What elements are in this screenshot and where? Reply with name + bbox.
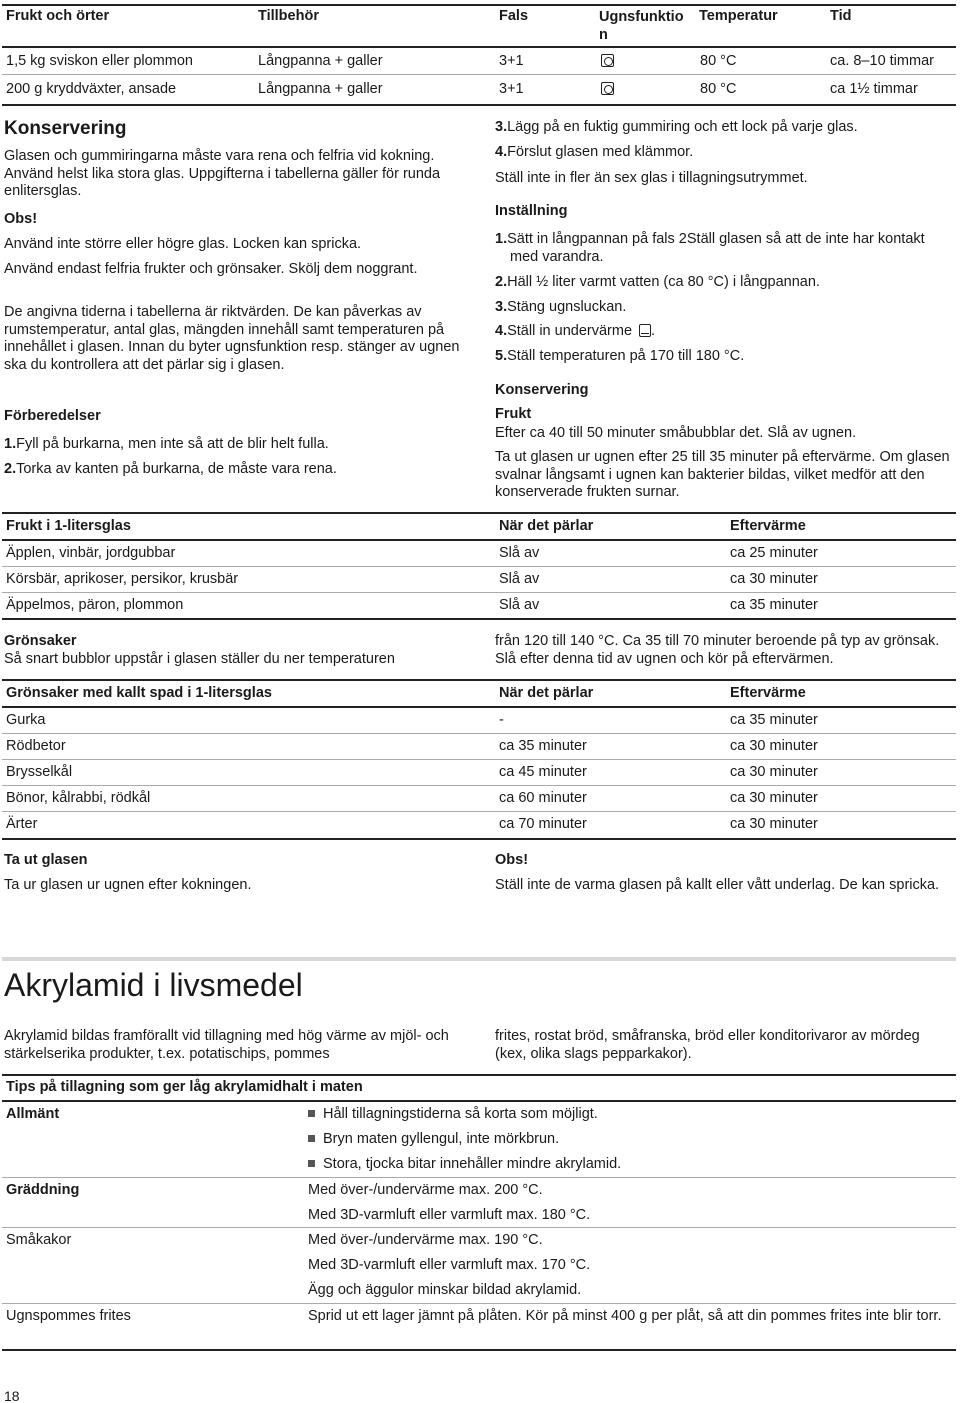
tips-item: Håll tillagningstiderna så korta som möjligt. — [308, 1106, 598, 1124]
akrylamid-text-left: Akrylamid bildas framförallt vid tillagning med hög värme av mjöl- och stärkelserika produkter, t.ex. potatischips, pommes — [4, 1028, 449, 1062]
top-row-temperature: 80 °C — [700, 81, 737, 97]
tips-item: Med 3D-varmluft eller varmluft max. 180 °C. — [308, 1207, 591, 1223]
row-divider — [2, 1227, 956, 1228]
gronsaker-title: Grönsaker — [4, 633, 77, 649]
top-header-food: Frukt och örter — [6, 8, 110, 24]
intro-paragraph: Glasen och gummiringarna måste vara rena och felfria vid kokning. Använd helst lika stora glas. Uppgifterna i tabellerna gäller för runda enlitersglas. — [4, 148, 441, 199]
tips-item: Med över-/undervärme max. 200 °C. — [308, 1182, 543, 1198]
akrylamid-text-right: frites, rostat bröd, småfranska, bröd eller konditorivaror av mördeg (kex, olika slags pepparkakor). — [495, 1028, 920, 1062]
obs-label: Obs! — [4, 211, 38, 227]
warning-glass: Använd inte större eller högre glas. Locken kan spricka. — [4, 236, 362, 252]
bullet-icon — [308, 1135, 315, 1142]
top-row-accessory: Långpanna + galler — [258, 81, 383, 97]
veg-cell: ca 30 minuter — [730, 816, 818, 832]
tips-header: Tips på tillagning som ger låg akrylamidhalt i maten — [6, 1079, 363, 1095]
fruit-cell: ca 30 minuter — [730, 571, 818, 587]
tips-item: Med över-/undervärme max. 190 °C. — [308, 1232, 543, 1248]
warning-fruit: Använd endast felfria frukter och grönsaker. Skölj dem noggrant. — [4, 261, 418, 277]
fruit-table-bottom-rule — [2, 618, 956, 620]
veg-header-afterheat: Eftervärme — [730, 685, 806, 701]
veg-table-header-rule — [2, 706, 956, 708]
veg-cell: Rödbetor — [6, 738, 66, 754]
tips-item: Sprid ut ett lager jämnt på plåten. Kör på minst 400 g per plåt, så att din pommes frites inte blir torr. — [308, 1308, 942, 1324]
fruit-header-pearl: När det pärlar — [499, 518, 594, 534]
setting-title: Inställning — [495, 203, 568, 219]
frukt-title: Frukt — [495, 406, 532, 422]
akrylamid-title: Akrylamid i livsmedel — [4, 967, 303, 1003]
tips-table-top-rule — [2, 1074, 956, 1076]
fruit-cell: Äppelmos, päron, plommon — [6, 597, 184, 613]
fruit-table-header-rule — [2, 539, 956, 541]
top-header-accessory: Tillbehör — [258, 8, 319, 24]
prep-step: 1.Fyll på burkarna, men inte så att de blir helt fulla. — [4, 436, 329, 452]
tips-label: Gräddning — [6, 1182, 80, 1198]
tips-table-header-rule — [2, 1100, 956, 1102]
veg-header-name: Grönsaker med kallt spad i 1-litersglas — [6, 685, 272, 701]
veg-cell: Gurka — [6, 712, 46, 728]
fruit-cell: Körsbär, aprikoser, persikor, krusbär — [6, 571, 239, 587]
tips-table-bottom-rule — [2, 1349, 956, 1351]
top-row-shelf: 3+1 — [499, 81, 524, 97]
gronsaker-text-left: Så snart bubblor uppstår i glasen ställer du ner temperaturen — [4, 651, 395, 667]
ta-ut-obs-label: Obs! — [495, 852, 529, 868]
fruit-header-afterheat: Eftervärme — [730, 518, 806, 534]
fruit-cell: ca 25 minuter — [730, 545, 818, 561]
bullet-icon — [308, 1110, 315, 1117]
tips-label: Allmänt — [6, 1106, 60, 1122]
tips-item: Med 3D-varmluft eller varmluft max. 170 °C. — [308, 1257, 591, 1273]
fruit-header-name: Frukt i 1-litersglas — [6, 518, 131, 534]
setting-step: 1.Sätt in långpannan på fals 2Ställ glasen så att de inte har kontakt med varandra. — [495, 231, 925, 265]
tips-item: Bryn maten gyllengul, inte mörkbrun. — [308, 1131, 559, 1149]
tips-item: Stora, tjocka bitar innehåller mindre akrylamid. — [308, 1156, 621, 1174]
fruit-cell: ca 35 minuter — [730, 597, 818, 613]
row-divider — [2, 733, 956, 734]
veg-cell: ca 60 minuter — [499, 790, 587, 806]
veg-header-pearl: När det pärlar — [499, 685, 594, 701]
row-divider — [2, 1303, 956, 1304]
top-table-bottom-rule — [2, 104, 956, 106]
frukt-text: Ta ut glasen ur ugnen efter 25 till 35 minuter på eftervärme. Om glasen svalnar långsamt i ugnen kan bakterier bildas, vilket medför att den konserverade frukten surnar. — [495, 449, 950, 500]
veg-table-bottom-rule — [2, 838, 956, 840]
jar-note: Ställ inte in fler än sex glas i tillagningsutrymmet. — [495, 170, 808, 186]
timing-paragraph: De angivna tiderna i tabellerna är riktvärden. De kan påverkas av rumstemperatur, antal glas, mängden innehåll samt temperaturen på innehållet i glasen. Innan du byter ugnsfunktion resp. stänger av ugnen ska du kontrollera att det pärlar sig i glasen. — [4, 304, 460, 373]
veg-cell: ca 70 minuter — [499, 816, 587, 832]
ta-ut-obs-text: Ställ inte de varma glasen på kallt eller vått underlag. De kan spricka. — [495, 877, 940, 893]
top-row-time: ca 1½ timmar — [830, 81, 918, 97]
fruit-cell: Äpplen, vinbär, jordgubbar — [6, 545, 176, 561]
fruit-cell: Slå av — [499, 545, 540, 561]
top-row-temperature: 80 °C — [700, 53, 737, 69]
veg-cell: Brysselkål — [6, 764, 73, 780]
setting-step: 5.Ställ temperaturen på 170 till 180 °C. — [495, 348, 745, 364]
bullet-icon — [308, 1160, 315, 1167]
row-divider — [2, 785, 956, 786]
row-divider — [2, 759, 956, 760]
veg-cell: ca 35 minuter — [730, 712, 818, 728]
top-row-food: 200 g kryddväxter, ansade — [6, 81, 177, 97]
section-title-konservering: Konservering — [4, 118, 127, 139]
section-divider — [2, 957, 956, 961]
top-header-shelf: Fals — [499, 8, 529, 24]
veg-cell: ca 30 minuter — [730, 764, 818, 780]
veg-cell: ca 30 minuter — [730, 790, 818, 806]
page-number: 18 — [4, 1388, 20, 1403]
fruit-table-top-rule — [2, 512, 956, 514]
row-divider — [2, 1177, 956, 1178]
veg-cell: - — [499, 712, 504, 728]
veg-cell: Bönor, kålrabbi, rödkål — [6, 790, 151, 806]
top-header-time: Tid — [830, 8, 852, 24]
veg-cell: Ärter — [6, 816, 38, 832]
row-divider — [2, 811, 956, 812]
veg-cell: ca 45 minuter — [499, 764, 587, 780]
top-row-time: ca. 8–10 timmar — [830, 53, 934, 69]
frukt-text: Efter ca 40 till 50 minuter småbubblar det. Slå av ugnen. — [495, 425, 857, 441]
ta-ut-title: Ta ut glasen — [4, 852, 88, 868]
tips-item: Ägg och äggulor minskar bildad akrylamid. — [308, 1282, 582, 1298]
fruit-cell: Slå av — [499, 571, 540, 587]
veg-cell: ca 30 minuter — [730, 738, 818, 754]
tips-label: Småkakor — [6, 1232, 72, 1248]
setting-step: 4.Ställ in undervärme . — [495, 323, 656, 339]
row-divider — [2, 592, 956, 593]
top-row-food: 1,5 kg sviskon eller plommon — [6, 53, 193, 69]
fan-icon — [601, 81, 614, 99]
prep-title: Förberedelser — [4, 408, 101, 424]
fruit-cell: Slå av — [499, 597, 540, 613]
jar-step: 3.Lägg på en fuktig gummiring och ett lock på varje glas. — [495, 119, 858, 135]
row-divider — [2, 74, 956, 75]
prep-step: 2.Torka av kanten på burkarna, de måste vara rena. — [4, 461, 337, 477]
tips-label: Ugnspommes frites — [6, 1308, 131, 1324]
veg-cell: ca 35 minuter — [499, 738, 587, 754]
bottom-heat-icon — [639, 324, 651, 337]
setting-step: 3.Stäng ugnsluckan. — [495, 299, 627, 315]
top-table-top-rule — [2, 4, 956, 6]
gronsaker-text-right: från 120 till 140 °C. Ca 35 till 70 minuter beroende på typ av grönsak. Slå efter denna tid av ugnen och kör på eftervärmen. — [495, 633, 940, 667]
row-divider — [2, 566, 956, 567]
fan-icon — [601, 53, 614, 71]
jar-step: 4.Förslut glasen med klämmor. — [495, 144, 694, 160]
veg-table-top-rule — [2, 679, 956, 681]
top-header-temperature: Temperatur — [699, 8, 778, 24]
top-header-function: Ugnsfunktio n — [599, 9, 684, 43]
subsection-konservering: Konservering — [495, 382, 589, 398]
ta-ut-text: Ta ur glasen ur ugnen efter kokningen. — [4, 877, 252, 893]
top-row-accessory: Långpanna + galler — [258, 53, 383, 69]
setting-step: 2.Häll ½ liter varmt vatten (ca 80 °C) i långpannan. — [495, 274, 820, 290]
top-row-shelf: 3+1 — [499, 53, 524, 69]
top-table-header-rule — [2, 46, 956, 48]
